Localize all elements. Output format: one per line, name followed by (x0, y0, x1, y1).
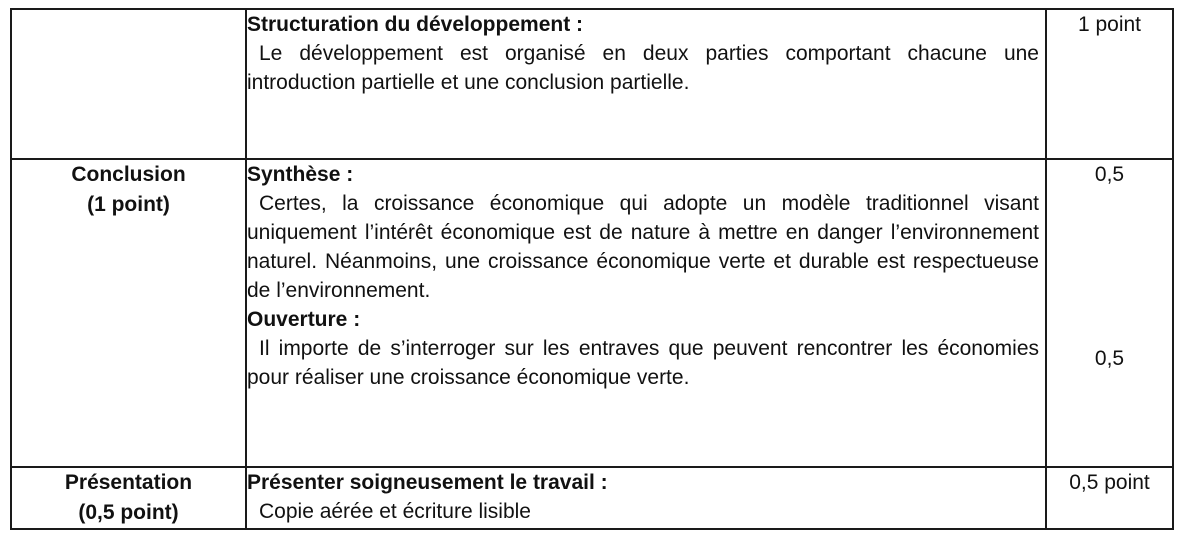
score-cell (1046, 467, 1173, 529)
section-heading: Structuration du développement : (247, 13, 584, 36)
section-heading: Présenter soigneusement le travail : (247, 471, 608, 494)
section-heading: Ouverture : (247, 308, 361, 331)
score-value: 0,5 (1094, 163, 1125, 186)
description-cell (246, 9, 1046, 159)
criterion-cell (11, 467, 246, 529)
criterion-title: Conclusion (71, 163, 186, 186)
table-row (11, 159, 1173, 467)
score-cell (1046, 9, 1173, 159)
table-row (11, 9, 1173, 159)
grading-rubric-table (10, 8, 1174, 530)
criterion-cell-empty (11, 9, 246, 159)
section-text: Copie aérée et écriture lisible (259, 500, 531, 523)
section-heading: Synthèse : (247, 163, 354, 186)
criterion-title: Présentation (64, 471, 193, 494)
section-text: Certes, la croissance économique qui adopte un modèle traditionnel visant uniquement l’intérêt économique est de nature à mettre en danger l’environnement naturel. Néanmoins, une croissance économique verte et durable est respectueuse de l’environnement. (247, 192, 1039, 302)
criterion-cell (11, 159, 246, 467)
score-cell (1046, 159, 1173, 467)
criterion-points: (1 point) (87, 193, 170, 216)
table-row (11, 467, 1173, 529)
score-value: 0,5 (1094, 347, 1125, 370)
score-value: 1 point (1077, 13, 1142, 36)
section-text: Il importe de s’interroger sur les entraves que peuvent rencontrer les économies pour réaliser une croissance économique verte. (247, 337, 1039, 389)
criterion-points: (0,5 point) (78, 501, 179, 524)
description-cell (246, 467, 1046, 529)
description-cell (246, 159, 1046, 467)
section-text: Le développement est organisé en deux parties comportant chacune une introduction partielle et une conclusion partielle. (247, 42, 1039, 94)
score-value: 0,5 point (1069, 471, 1150, 494)
